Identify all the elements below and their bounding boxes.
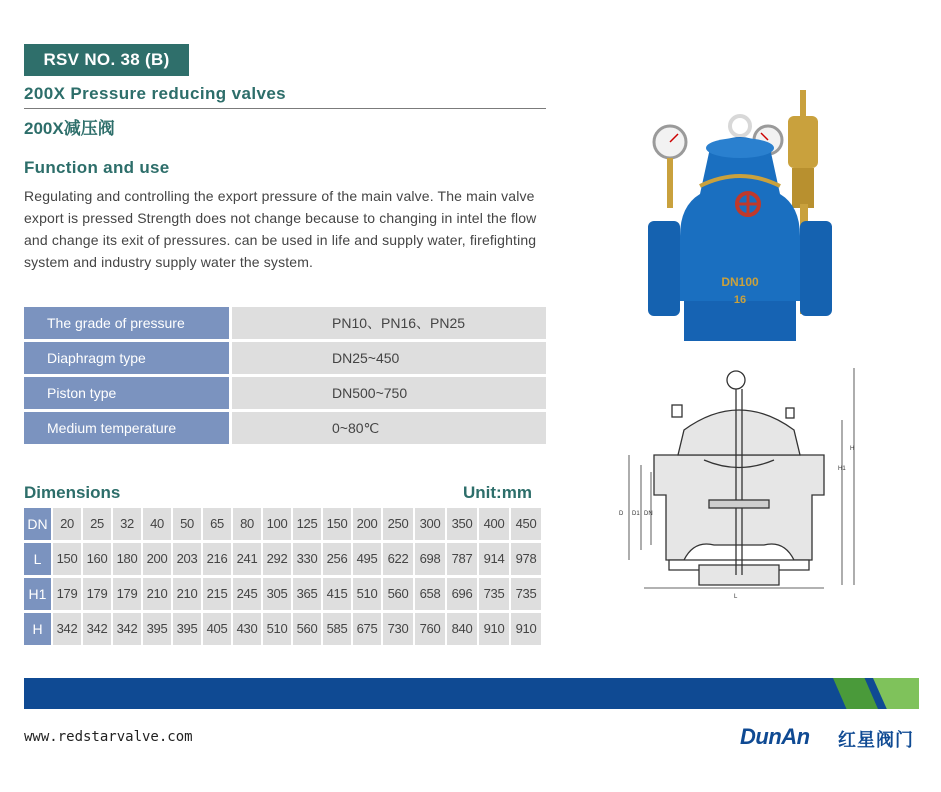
dimension-cell: 395 <box>143 613 171 645</box>
dimension-cell: 698 <box>415 543 445 575</box>
dimension-cell: 150 <box>323 508 351 540</box>
dimension-cell: 245 <box>233 578 261 610</box>
body-marking-pressure: 16 <box>733 294 747 306</box>
dimension-row-label: L <box>24 543 51 575</box>
dimension-row-l <box>24 543 546 575</box>
spec-row-temperature <box>24 412 546 444</box>
dimension-cell: 150 <box>53 543 81 575</box>
dimension-cell: 200 <box>143 543 171 575</box>
dimension-cell: 216 <box>203 543 231 575</box>
product-code-tag: RSV NO. 38 (B) <box>24 44 189 76</box>
dimension-cell: 495 <box>353 543 381 575</box>
dim-label-dn: DN <box>644 511 653 517</box>
spec-row-pressure <box>24 307 546 339</box>
unit-label: Unit:mm <box>463 483 532 502</box>
dimension-cell: 585 <box>323 613 351 645</box>
dimension-cell: 215 <box>203 578 231 610</box>
dimension-cell: 50 <box>173 508 201 540</box>
dimension-cell: 560 <box>383 578 413 610</box>
dimension-cell: 560 <box>293 613 321 645</box>
dimension-cell: 510 <box>263 613 291 645</box>
dimension-cell: 787 <box>447 543 477 575</box>
product-title-en: 200X Pressure reducing valves <box>24 84 287 103</box>
dimension-cell: 910 <box>511 613 541 645</box>
spec-value: DN25~450 <box>232 342 546 374</box>
dimension-cell: 342 <box>113 613 141 645</box>
dimension-cell: 910 <box>479 613 509 645</box>
valve-photo <box>640 86 840 348</box>
dimension-cell: 300 <box>415 508 445 540</box>
body-marking-size: DN100 <box>721 275 759 289</box>
dimension-cell: 658 <box>415 578 445 610</box>
dimension-cell: 210 <box>143 578 171 610</box>
dimension-cell: 40 <box>143 508 171 540</box>
lifting-eye <box>730 116 750 136</box>
dimensions-table <box>24 508 546 648</box>
dimension-cell: 350 <box>447 508 477 540</box>
dimension-cell: 400 <box>479 508 509 540</box>
title-divider <box>24 108 546 109</box>
website-link[interactable]: www.redstarvalve.com <box>24 729 193 745</box>
spec-label: Piston type <box>24 377 229 409</box>
dimension-cell: 305 <box>263 578 291 610</box>
dimension-cell: 292 <box>263 543 291 575</box>
spec-value: 0~80℃ <box>232 412 546 444</box>
technical-drawing <box>614 360 864 605</box>
dim-label-h: H <box>850 446 855 452</box>
dimension-cell: 256 <box>323 543 351 575</box>
dimension-row-dn <box>24 508 546 540</box>
dimension-cell: 675 <box>353 613 381 645</box>
spec-value: DN500~750 <box>232 377 546 409</box>
dimension-cell: 100 <box>263 508 291 540</box>
dimension-cell: 241 <box>233 543 261 575</box>
dimension-cell: 395 <box>173 613 201 645</box>
dimension-row-label: DN <box>24 508 51 540</box>
brand-logo-cn: 红星阀门 <box>838 730 914 750</box>
dim-label-d1: D1 <box>632 511 640 517</box>
dimension-cell: 179 <box>83 578 111 610</box>
dimension-cell: 179 <box>53 578 81 610</box>
spec-label: The grade of pressure <box>24 307 229 339</box>
dimension-cell: 200 <box>353 508 381 540</box>
spec-value: PN10、PN16、PN25 <box>232 307 546 339</box>
dimension-cell: 342 <box>53 613 81 645</box>
dimension-cell: 330 <box>293 543 321 575</box>
dimension-cell: 760 <box>415 613 445 645</box>
dimension-cell: 510 <box>353 578 381 610</box>
dimension-cell: 914 <box>479 543 509 575</box>
handwheel <box>737 193 759 215</box>
dimension-cell: 415 <box>323 578 351 610</box>
dimension-cell: 250 <box>383 508 413 540</box>
dimension-cell: 25 <box>83 508 111 540</box>
dimension-cell: 125 <box>293 508 321 540</box>
dimension-cell: 160 <box>83 543 111 575</box>
dimension-row-h <box>24 613 546 645</box>
dimension-cell: 365 <box>293 578 321 610</box>
dimension-cell: 180 <box>113 543 141 575</box>
dim-label-l: L <box>734 594 738 600</box>
spec-row-piston <box>24 377 546 409</box>
function-heading: Function and use <box>24 158 170 177</box>
dimension-cell: 450 <box>511 508 541 540</box>
dimension-cell: 430 <box>233 613 261 645</box>
spec-label: Diaphragm type <box>24 342 229 374</box>
dimension-cell: 405 <box>203 613 231 645</box>
section-body <box>654 410 824 585</box>
dimension-cell: 735 <box>511 578 541 610</box>
dimension-cell: 840 <box>447 613 477 645</box>
dimension-cell: 203 <box>173 543 201 575</box>
product-title-cn: 200X减压阀 <box>24 119 115 138</box>
dimension-cell: 210 <box>173 578 201 610</box>
dimension-cell: 735 <box>479 578 509 610</box>
dimension-cell: 342 <box>83 613 111 645</box>
function-description: Regulating and controlling the export pressure of the main valve. The main valve export is pressed Strength does not change because to changing in intel the flow and change its exit of pressures. can be used in life and supply water, firefighting system and industry supply water the system. <box>24 188 537 270</box>
spec-label: Medium temperature <box>24 412 229 444</box>
dimension-cell: 978 <box>511 543 541 575</box>
dimension-row-label: H1 <box>24 578 51 610</box>
dimension-cell: 696 <box>447 578 477 610</box>
dimensions-heading: Dimensions <box>24 483 121 502</box>
pressure-gauge-left <box>654 126 686 208</box>
footer-band <box>24 678 919 709</box>
dimension-cell: 179 <box>113 578 141 610</box>
dimension-cell: 730 <box>383 613 413 645</box>
dimension-cell: 32 <box>113 508 141 540</box>
dimension-row-label: H <box>24 613 51 645</box>
dimension-cell: 20 <box>53 508 81 540</box>
brand-logo-en: DunAn <box>740 724 810 749</box>
dimension-cell: 65 <box>203 508 231 540</box>
spec-row-diaphragm <box>24 342 546 374</box>
dimension-cell: 622 <box>383 543 413 575</box>
dimension-row-h1 <box>24 578 546 610</box>
spec-table <box>24 307 546 447</box>
dim-label-h1: H1 <box>838 466 846 472</box>
dimension-cell: 80 <box>233 508 261 540</box>
dim-label-d: D <box>619 511 624 517</box>
